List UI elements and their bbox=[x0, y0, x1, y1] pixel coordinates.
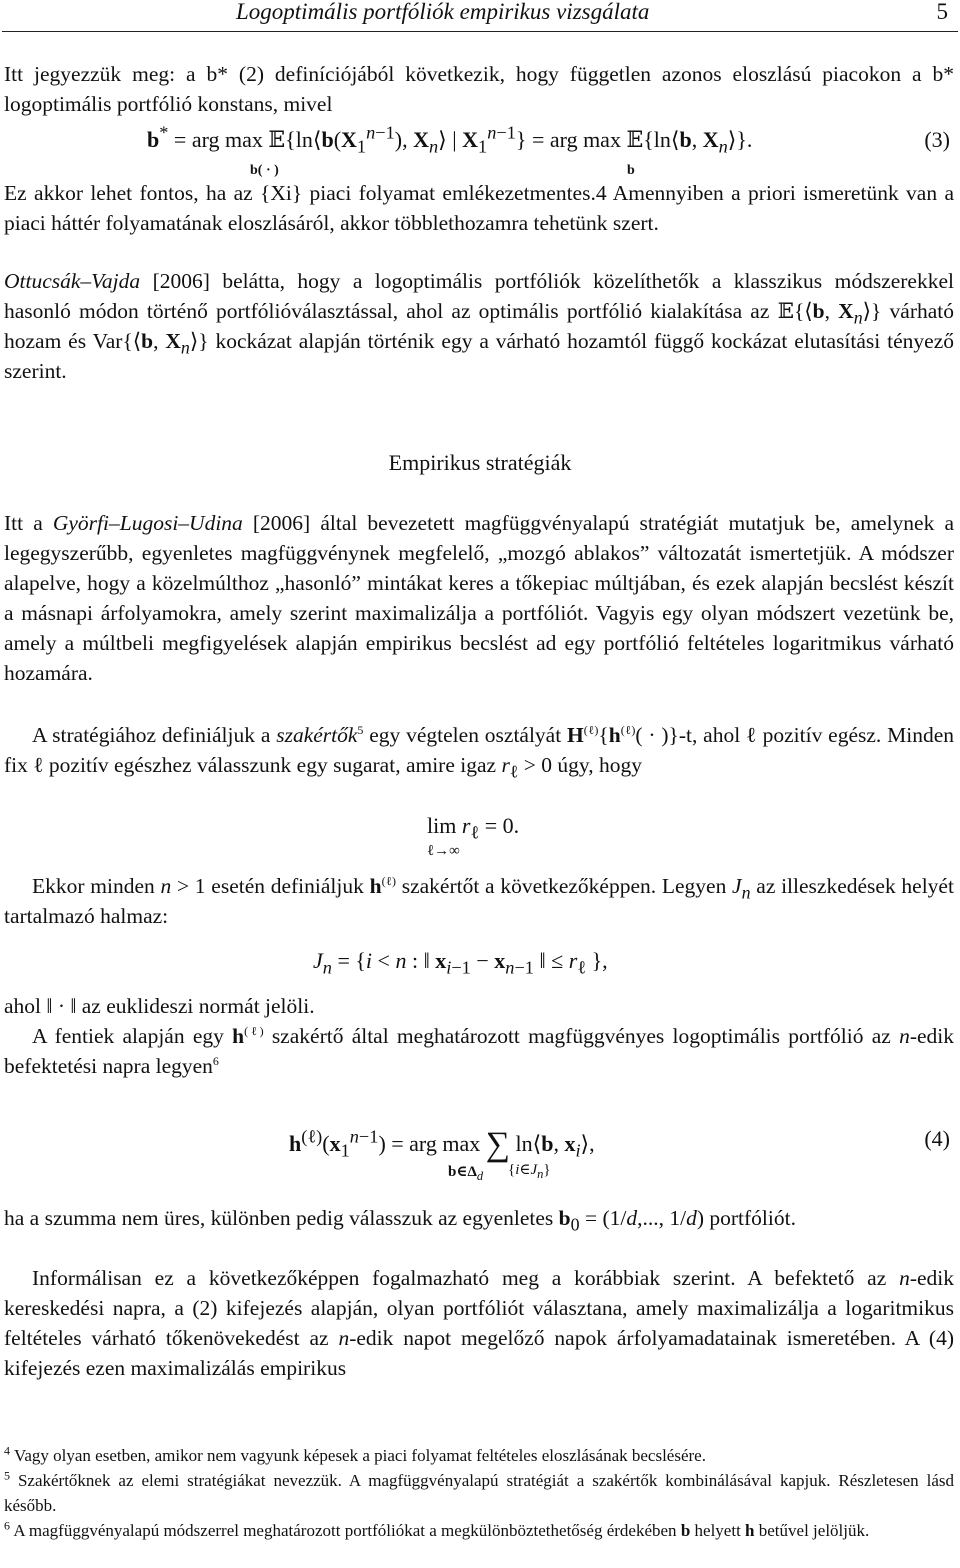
footnote-ref-6: 6 bbox=[212, 1053, 219, 1068]
variance-formula: Var{⟨b, $X_n⟩$} bbox=[92, 329, 209, 358]
n-symbol-2: n bbox=[899, 1266, 910, 1290]
footnote-6-text-b: helyett bbox=[690, 1521, 746, 1540]
paragraph-10-text-a: Informálisan ez a következőképpen fogalmazható meg a korábbiak szerint. A befektető az bbox=[32, 1266, 900, 1290]
paragraph-5-text-b: egy végtelen osztályát bbox=[363, 723, 568, 747]
footnote-6-symbol-b: b bbox=[680, 1521, 691, 1540]
paragraph-5-text-a: A stratégiához definiáljuk a bbox=[32, 723, 277, 747]
limit-subscript: ℓ→∞ bbox=[427, 843, 460, 859]
paragraph-6-text-c: szakértőt a következőképpen. Legyen bbox=[396, 874, 733, 898]
paragraph-3-text-c: kockázat alapján történik egy a várható hozamtól függő kockázat elutasítási tényező szerint. bbox=[4, 329, 954, 383]
equation-3: b* = arg $\max 𝔼\{\ln⟨b(X_1^{n-1})$, $X_n⟩$ | $X_1^{n-1}$} = arg max 𝔼{ln⟨b, $X_n⟩$}. bbox=[147, 122, 753, 157]
running-header bbox=[0, 0, 958, 26]
paragraph-7-text-b: az euklideszi normát jelöli. bbox=[76, 994, 315, 1018]
paragraph-10-text-b: -edik kereskedési napra, a (2) kifejezés alapján, olyan portfóliót választana, amely maximalizálja a logaritmikus feltételes várható tőkenövekedést az bbox=[4, 1266, 954, 1350]
footnote-6-number: 6 bbox=[4, 1518, 10, 1533]
paragraph-9 bbox=[4, 1203, 954, 1233]
paragraph-9-text-b: portfóliót. bbox=[703, 1206, 796, 1230]
running-title: Logoptimális portfóliók empirikus vizsgálata bbox=[236, 0, 650, 24]
n-symbol: n bbox=[899, 1024, 910, 1048]
paragraph-2-text: Ez akkor lehet fontos, ha az {Xi} piaci folyamat emlékezetmentes.4 Amennyiben a priori ismeretünk van a piaci háttér folyamatának eloszlásáról, akkor többlethozamra tehetünk szert. bbox=[4, 181, 954, 235]
paragraph-5 bbox=[4, 720, 954, 780]
equation-3-argmax-subscript-right: b bbox=[627, 163, 635, 178]
limit-equation: $\lim r_\ell = 0$. bbox=[427, 813, 520, 843]
paragraph-1 bbox=[4, 59, 954, 119]
equation-3-number: (3) bbox=[924, 127, 950, 152]
term-szakertok: szakértők bbox=[276, 723, 358, 747]
paragraph-6 bbox=[4, 871, 954, 931]
paragraph-6-text-d: az illeszkedések helyét tartalmazó halmaz: bbox=[4, 874, 954, 928]
norm-symbol: ‖ · ‖ bbox=[46, 994, 77, 1018]
paragraph-6-text-b: esetén definiáljuk bbox=[205, 874, 370, 898]
citation-gyorfi-lugosi-udina: Györfi–Lugosi–Udina bbox=[52, 511, 243, 535]
paragraph-10-text-c: -edik napot megelőző napok árfolyamadatainak ismeretében. A (4) kifejezés ezen maximalizálás empirikus bbox=[4, 1326, 954, 1380]
equation-3-argmax-subscript-left: b( · ) bbox=[250, 163, 279, 178]
paragraph-2 bbox=[4, 178, 954, 238]
footnote-6-text-a: A magfüggvényalapú módszerrel meghatározott portfóliókat a megkülönböztethetőség érdekében bbox=[13, 1521, 681, 1540]
expert-symbol: $h^{(\ell)}$ bbox=[369, 873, 396, 898]
uniform-portfolio-formula: $b_0 = (1/d$,..., 1/d) bbox=[558, 1206, 704, 1235]
equation-4: $h^{(\ell)}(x_1^{n-1})$ = arg max ∑ ln⟨b, $x_i⟩$, bbox=[289, 1126, 595, 1163]
citation-ottucsak-vajda: Ottucsák–Vajda bbox=[4, 269, 141, 293]
paragraph-8-text-b: szakértő által meghatározott magfüggvényes logoptimális portfólió az bbox=[263, 1024, 900, 1048]
header-rule bbox=[2, 31, 958, 32]
expert-symbol-2: $h^{(\ell)}$ bbox=[232, 1023, 264, 1048]
equation-4-argmax-subscript: $b\in\Delta_d$ bbox=[448, 1164, 484, 1183]
paragraph-4-text-a: Itt a bbox=[4, 511, 53, 535]
jn-symbol: $J_n$ bbox=[732, 874, 751, 903]
footnote-5-number: 5 bbox=[4, 1468, 10, 1483]
footnote-4-number: 4 bbox=[4, 1443, 10, 1458]
paragraph-9-text-a: ha a szumma nem üres, különben pedig válasszuk az egyenletes bbox=[4, 1206, 559, 1230]
paragraph-3-text-a: [2006] belátta, hogy a logoptimális portfóliók közelíthetők a klasszikus módszerekkel hasonló módon történő portfólióválasztással, ahol az optimális portfólió kialakítása az bbox=[4, 269, 954, 323]
expected-return-formula: 𝔼{⟨b, $X_n⟩$} bbox=[777, 299, 882, 328]
n-condition: n > 1 bbox=[160, 874, 206, 898]
paragraph-7 bbox=[4, 991, 954, 1021]
paragraph-6-text-a: Ekkor minden bbox=[32, 874, 161, 898]
paragraph-5-text-d: úgy, hogy bbox=[552, 753, 643, 777]
paragraph-5-text-c: -t, ahol ℓ pozitív egész. Minden fix ℓ pozitív egészhez válasszunk egy sugarat, amire igaz bbox=[4, 723, 954, 777]
footnote-6-symbol-h: h bbox=[745, 1521, 755, 1540]
page-number: 5 bbox=[936, 0, 948, 24]
footnote-ref-5: 5 bbox=[357, 722, 364, 737]
paragraph-4 bbox=[4, 508, 954, 688]
footnote-5-text: Szakértőknek az elemi stratégiákat nevezzük. A magfüggvényalapú stratégiát a szakértők kombinálásával kapjuk. Részletesen lásd később. bbox=[4, 1471, 954, 1515]
paragraph-3-text-b: várható hozam és bbox=[4, 299, 954, 353]
radius-condition: $r_\ell > 0$ bbox=[501, 753, 553, 782]
paragraph-1-text: Itt jegyezzük meg: a b* (2) definíciójából következik, hogy független azonos eloszlású piacokon a b* logoptimális portfólió konstans, mivel bbox=[4, 62, 954, 116]
expert-class-formula: $H^{(\ell)}\{h^{(\ell)}$( · )} bbox=[567, 722, 679, 747]
paragraph-7-text-a: ahol bbox=[4, 994, 47, 1018]
footnote-6-text-c: betűvel jelöljük. bbox=[754, 1521, 870, 1540]
jn-set-equation: $J_n = \{i < n$ : ‖ $x_{i-1} - x_{n-1}$ ‖ ≤ $r_\ell$ }, bbox=[313, 948, 608, 978]
footnote-6 bbox=[4, 1518, 954, 1543]
paragraph-8-text-a: A fentiek alapján egy bbox=[32, 1024, 233, 1048]
section-heading: Empirikus stratégiák bbox=[388, 450, 572, 475]
n-symbol-3: n bbox=[338, 1326, 350, 1350]
paragraph-3 bbox=[4, 266, 954, 386]
paragraph-8 bbox=[4, 1021, 954, 1081]
paragraph-4-text-b: [2006] által bevezetett magfüggvényalapú stratégiát mutatjuk be, amelynek a legegyszerűbb, egyenletes magfüggvénynek megfelelő, „mozgó ablakos” változatát ismertetjük. A módszer alapelve, hogy a közelmúlthoz „hasonló” mintákat keres a tőkepiac múltjában, és ezek alapján becslést készít a másnapi árfolyamokra, amely szerint maximalizálja a portfóliót. Vagyis egy olyan módszert vezetünk be, amely a múltbeli megfigyelések alapján empirikus becslést ad egy portfólió feltételes logaritmikus várható hozamára. bbox=[4, 511, 954, 685]
footnote-4 bbox=[4, 1443, 954, 1468]
paragraph-8-text-c: -edik befektetési napra legyen bbox=[4, 1024, 955, 1078]
equation-4-number: (4) bbox=[924, 1126, 950, 1151]
footnote-5 bbox=[4, 1468, 954, 1518]
equation-4-sum-subscript: $\{i\in J_n\}$ bbox=[508, 1162, 551, 1181]
paragraph-10 bbox=[4, 1263, 954, 1383]
footnote-4-text: Vagy olyan esetben, amikor nem vagyunk képesek a piaci folyamat feltételes eloszlásának becslésére. bbox=[13, 1446, 706, 1465]
